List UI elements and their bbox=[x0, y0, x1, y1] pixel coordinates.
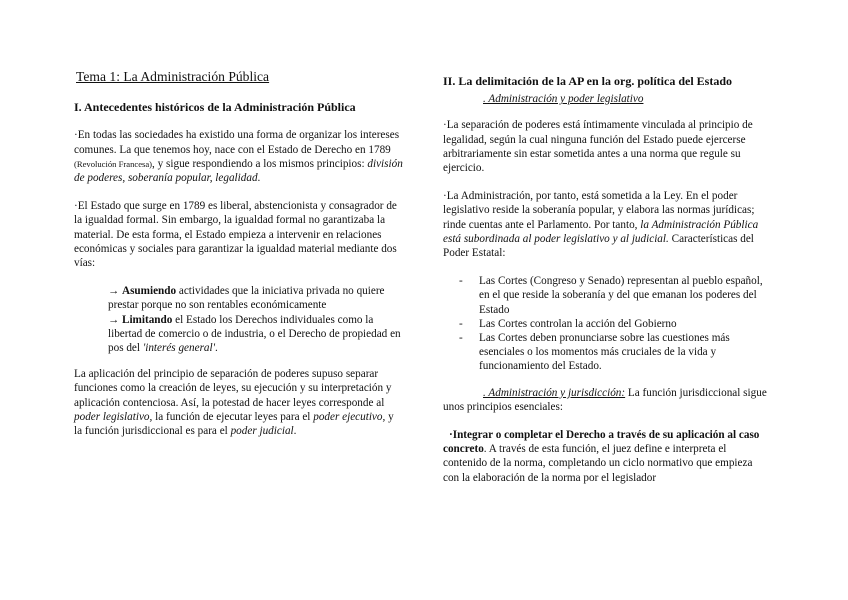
left-column bbox=[74, 70, 404, 452]
paragraph-2: ·El Estado que surge en 1789 es liberal, abstencionista y consagrador de la igualdad formal. Sin embargo, la igualdad formal no garantizaba la material. De esta forma, el Estado empieza a intervenir en relaciones económicas y sociales para garantizar la igualdad material mediante dos vías: bbox=[74, 200, 397, 270]
paragraph-6: . Administración y jurisdicción: La función jurisdiccional sigue unos principios esenciales: bbox=[443, 386, 767, 413]
list-item: - Las Cortes (Congreso y Senado) representan al pueblo español, en el que reside la soberanía y del que emanan los poderes del Estado bbox=[459, 275, 763, 316]
characteristics-list bbox=[443, 274, 768, 373]
subsection-heading-1: . Administración y poder legislativo bbox=[483, 93, 644, 106]
arrow-icon: → bbox=[108, 313, 122, 326]
paragraph-3: La aplicación del principio de separación de poderes supuso separar funciones como la creación de leyes, su ejecución y su interpretación y aplicación contenciosa. Así, la potestad de hacer leyes corresponde al poder legislativo, la función de ejecutar leyes para el poder ejecutivo, y la función jurisdiccional es para el poder judicial. bbox=[74, 368, 394, 438]
list-item: - Las Cortes deben pronunciarse sobre las cuestiones más esenciales o los momentos más cruciales de la vida y funcionamiento del Estado. bbox=[459, 332, 730, 373]
paragraph-7: ·Integrar o completar el Derecho a través de su aplicación al caso concreto. A través de esta función, el juez define e interpreta el contenido de la norma, completando un ciclo normativo que empieza con la elaboración de la norma por el legislador bbox=[443, 429, 760, 484]
via-item: → Asumiendo actividades que la iniciativa privada no quiere prestar porque no son rentables económicamente bbox=[108, 285, 385, 312]
right-column bbox=[443, 70, 768, 499]
list-item: - Las Cortes controlan la acción del Gobierno bbox=[459, 317, 677, 330]
page-title: Tema 1: La Administración Pública bbox=[76, 69, 270, 84]
paragraph-1: ·En todas las sociedades ha existido una forma de organizar los intereses comunes. La que tenemos hoy, nace con el Estado de Derecho en 1789 (Revolución Francesa), y sigue respondiendo a los mismos principios: división de poderes, soberanía popular, legalidad. bbox=[74, 129, 403, 185]
paragraph-4: ·La separación de poderes está íntimamente vinculada al principio de legalidad, según la cual ninguna función del Estado puede ejercerse arbitrariamente sin estar sometida antes a una norma que regule su ejercicio. bbox=[443, 119, 753, 175]
paragraph-5: ·La Administración, por tanto, está sometida a la Ley. En el poder legislativo reside la soberanía popular, y elabora las normas jurídicas; rinde cuentas ante el Parlamento. Por tanto, la Administración Pública está subordinada al poder legislativo y al judicial. Características del Poder Estatal: bbox=[443, 190, 759, 260]
vias-list bbox=[108, 284, 404, 355]
via-item: → Limitando el Estado los Derechos individuales como la libertad de comercio o de industria, o el Derecho de propiedad en pos del 'interés general'. bbox=[108, 313, 401, 355]
small-note: (Revolución Francesa) bbox=[74, 158, 153, 169]
section-heading-2: II. La delimitación de la AP en la org. política del Estado bbox=[443, 74, 733, 88]
subsection-heading-2: . Administración y jurisdicción: bbox=[483, 386, 626, 399]
dash-bullet-icon: - bbox=[459, 332, 463, 345]
dash-bullet-icon: - bbox=[459, 317, 463, 330]
dash-bullet-icon: - bbox=[459, 275, 463, 288]
section-heading-1: I. Antecedentes históricos de la Administración Pública bbox=[74, 100, 356, 115]
arrow-icon: → bbox=[108, 285, 122, 298]
